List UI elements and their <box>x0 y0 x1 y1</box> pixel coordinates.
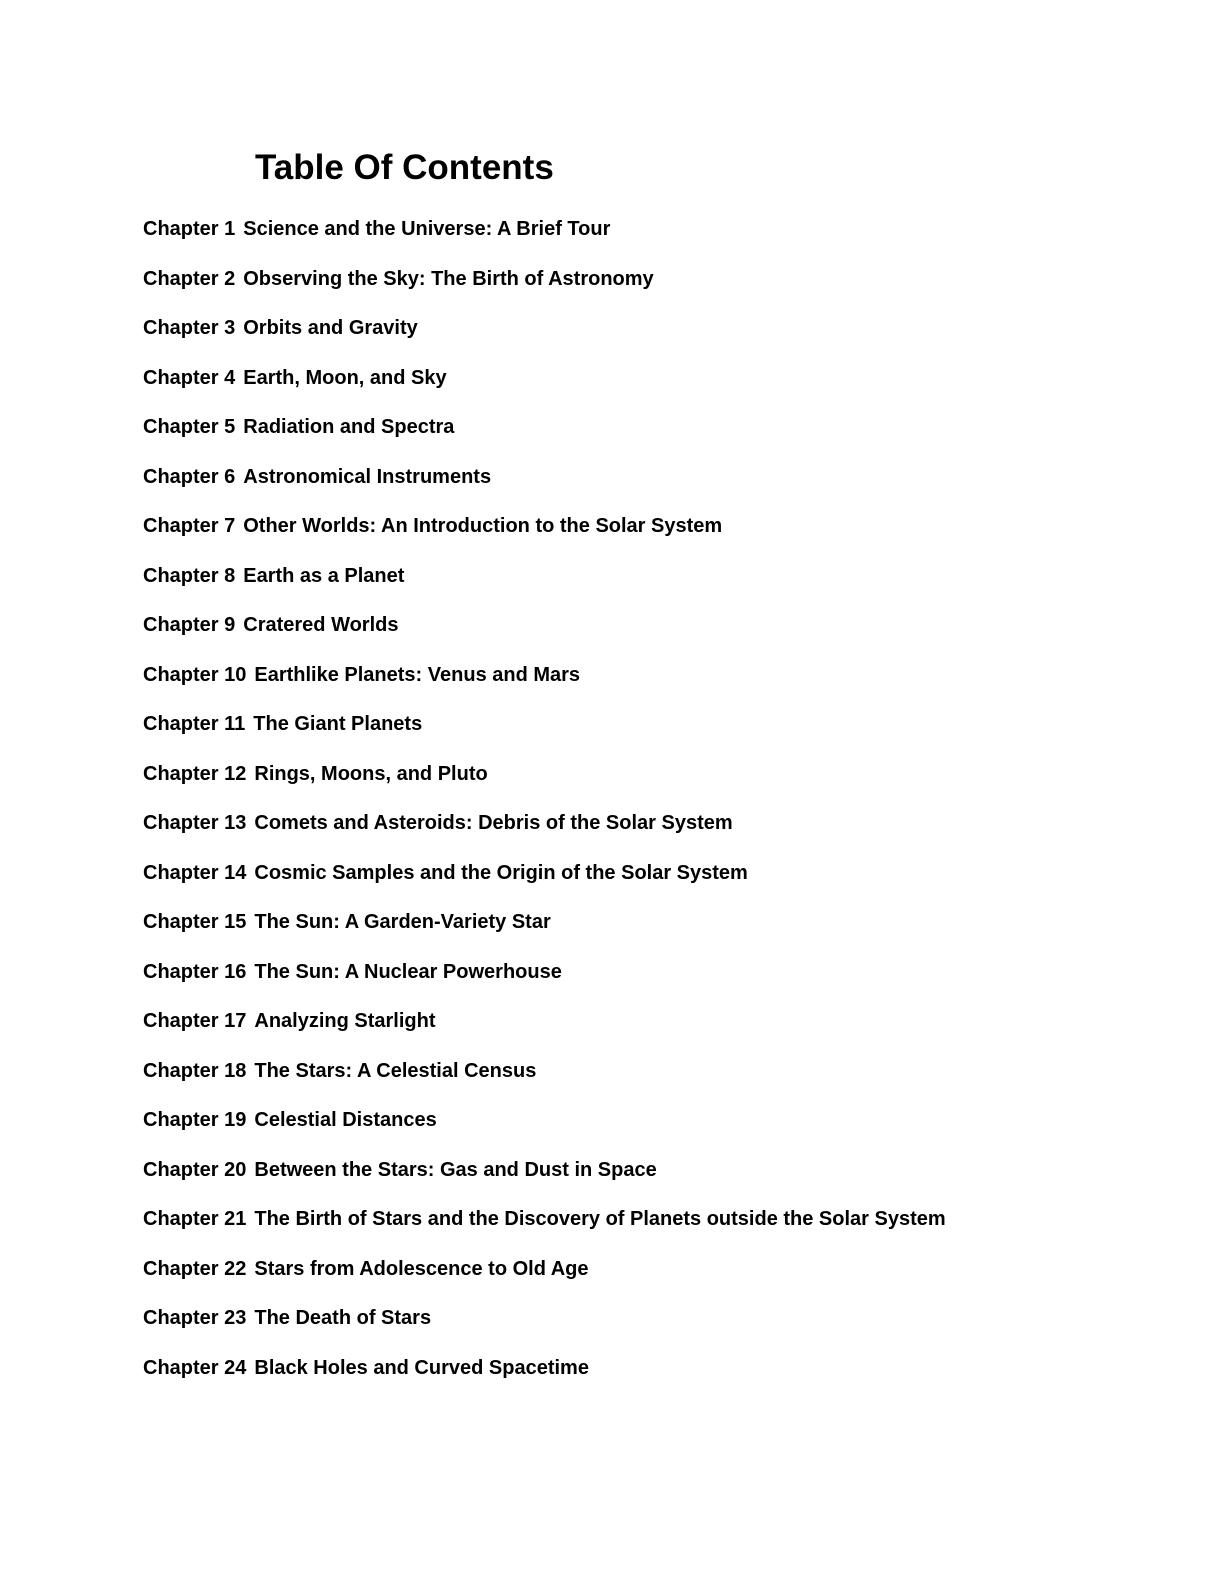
chapter-label: Chapter 1 <box>143 218 236 240</box>
chapter-title: Observing the Sky: The Birth of Astronomy <box>243 267 654 290</box>
chapter-label: Chapter 8 <box>143 564 236 587</box>
chapter-label: Chapter 17 <box>143 1010 247 1032</box>
toc-entry <box>143 511 946 561</box>
toc-entry <box>143 808 946 858</box>
toc-entry <box>143 1204 946 1254</box>
chapter-title: Rings, Moons, and Pluto <box>254 762 488 785</box>
toc-entry <box>143 907 946 957</box>
chapter-title: Earthlike Planets: Venus and Mars <box>254 663 581 686</box>
chapter-title: The Sun: A Garden-Variety Star <box>254 911 551 933</box>
chapter-title: Black Holes and Curved Spacetime <box>254 1356 589 1379</box>
chapter-title: Earth, Moon, and Sky <box>243 366 447 389</box>
chapter-title: Science and the Universe: A Brief Tour <box>243 218 611 240</box>
toc-entry <box>143 1303 946 1353</box>
chapter-label: Chapter 2 <box>143 267 236 290</box>
chapter-title: Analyzing Starlight <box>254 1010 436 1032</box>
chapter-title: Other Worlds: An Introduction to the Solar System <box>243 515 723 537</box>
chapter-title: Cosmic Samples and the Origin of the Solar System <box>254 861 748 884</box>
chapter-title: Celestial Distances <box>254 1109 437 1131</box>
toc-entry <box>143 1155 946 1205</box>
chapter-label: Chapter 18 <box>143 1059 247 1082</box>
toc-entry <box>143 1254 946 1304</box>
toc-entry <box>143 214 946 264</box>
chapter-label: Chapter 7 <box>143 515 236 537</box>
chapter-label: Chapter 14 <box>143 861 247 884</box>
chapter-title: The Giant Planets <box>253 713 423 735</box>
toc-entry <box>143 264 946 314</box>
toc-entry <box>143 561 946 611</box>
toc-entry <box>143 1353 946 1403</box>
chapter-title: The Birth of Stars and the Discovery of Planets outside the Solar System <box>254 1208 946 1230</box>
chapter-label: Chapter 13 <box>143 812 247 834</box>
chapter-label: Chapter 20 <box>143 1158 247 1181</box>
chapter-label: Chapter 9 <box>143 614 236 636</box>
chapter-title: The Sun: A Nuclear Powerhouse <box>254 960 562 983</box>
toc-entry <box>143 957 946 1007</box>
chapter-label: Chapter 10 <box>143 663 247 686</box>
chapter-title: The Stars: A Celestial Census <box>254 1059 537 1082</box>
toc-entry <box>143 709 946 759</box>
chapter-title: The Death of Stars <box>254 1307 432 1329</box>
chapter-label: Chapter 15 <box>143 911 247 933</box>
page-title: Table Of Contents <box>255 148 554 187</box>
chapter-label: Chapter 5 <box>143 416 236 438</box>
toc-entry <box>143 412 946 462</box>
toc-entry <box>143 1006 946 1056</box>
chapter-title: Earth as a Planet <box>243 564 405 587</box>
toc-entry <box>143 313 946 363</box>
toc-entry <box>143 610 946 660</box>
chapter-title: Cratered Worlds <box>243 614 399 636</box>
chapter-title: Comets and Asteroids: Debris of the Solar System <box>254 812 733 834</box>
toc-entry <box>143 363 946 413</box>
chapter-label: Chapter 4 <box>143 366 236 389</box>
chapter-label: Chapter 16 <box>143 960 247 983</box>
chapter-title: Between the Stars: Gas and Dust in Space <box>254 1158 657 1181</box>
chapter-label: Chapter 23 <box>143 1307 247 1329</box>
chapter-title: Orbits and Gravity <box>243 317 418 339</box>
chapter-title: Stars from Adolescence to Old Age <box>254 1257 589 1280</box>
chapter-label: Chapter 11 <box>143 713 246 735</box>
chapter-label: Chapter 12 <box>143 762 247 785</box>
chapter-title: Astronomical Instruments <box>243 465 492 488</box>
chapter-label: Chapter 6 <box>143 465 236 488</box>
toc-entry <box>143 858 946 908</box>
chapter-label: Chapter 24 <box>143 1356 247 1379</box>
toc-entry <box>143 1056 946 1106</box>
chapter-label: Chapter 21 <box>143 1208 247 1230</box>
toc-entry <box>143 759 946 809</box>
chapter-title: Radiation and Spectra <box>243 416 455 438</box>
toc-entry <box>143 462 946 512</box>
chapter-label: Chapter 3 <box>143 317 236 339</box>
table-of-contents-list <box>143 214 946 1402</box>
toc-entry <box>143 660 946 710</box>
chapter-label: Chapter 22 <box>143 1257 247 1280</box>
chapter-label: Chapter 19 <box>143 1109 247 1131</box>
toc-entry <box>143 1105 946 1155</box>
